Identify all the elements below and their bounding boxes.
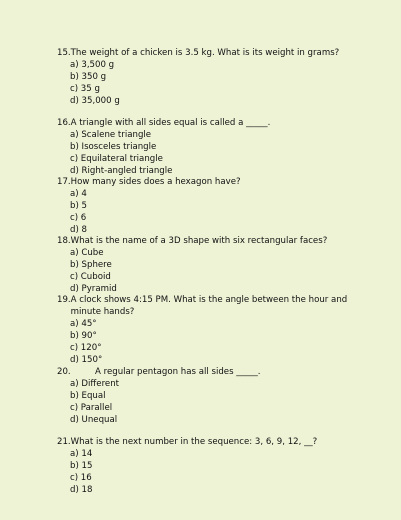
question-number: 21. [57,437,71,447]
question-number: 18. [57,236,71,246]
options-list [57,59,377,107]
options-list [57,188,377,236]
option-a: a) 14 [70,449,93,459]
option-b: b) Sphere [70,260,112,270]
question-16 [57,117,377,177]
question-19 [57,294,377,366]
option-a: a) 4 [70,189,87,199]
option-c: c) Equilateral triangle [70,154,163,164]
option-c: c) 35 g [70,84,100,94]
question-text: What is the next number in the sequence: 3, 6, 9, 12, __? [70,437,318,447]
option-b: b) 15 [70,461,93,471]
option-d: d) 150° [70,355,103,365]
option-c: c) Cuboid [70,272,111,282]
option-a: a) Scalene triangle [70,130,152,140]
option-c: c) 120° [70,343,102,353]
option-d: d) Unequal [70,415,118,425]
option-c: c) 16 [70,473,92,483]
options-list [57,378,377,426]
question-text: What is the name of a 3D shape with six rectangular faces? [70,236,328,246]
question-number: 17. [57,177,71,187]
question-20 [57,366,377,426]
question-text: How many sides does a hexagon have? [70,177,241,187]
question-text: The weight of a chicken is 3.5 kg. What is its weight in grams? [70,48,340,58]
option-d: d) 8 [70,225,88,235]
option-d: d) Pyramid [70,284,117,294]
question-number: 16. [57,118,71,128]
option-c: c) Parallel [70,403,113,413]
options-list [57,129,377,177]
option-b: b) Isosceles triangle [70,142,157,152]
question-21 [57,436,377,496]
option-c: c) 6 [70,213,87,223]
options-list [57,448,377,496]
option-d: d) 18 [70,485,93,495]
question-number: 15. [57,48,71,58]
question-15 [57,47,377,107]
question-number: 20. [57,367,71,377]
option-d: d) Right-angled triangle [70,166,173,176]
question-17 [57,176,377,236]
option-d: d) 35,000 g [70,96,120,106]
option-b: b) Equal [70,391,106,401]
question-text: A regular pentagon has all sides _____. [95,367,261,377]
options-list [57,247,377,295]
question-18 [57,235,377,295]
option-a: a) 3,500 g [70,60,115,70]
option-a: a) 45° [70,319,97,329]
options-list [57,318,377,366]
question-text: A clock shows 4:15 PM. What is the angle between the hour and minute hands? [70,295,348,317]
option-a: a) Different [70,379,120,389]
option-b: b) 350 g [70,72,107,82]
question-number: 19. [57,295,71,305]
question-text: A triangle with all sides equal is called a _____. [70,118,271,128]
option-b: b) 5 [70,201,88,211]
option-b: b) 90° [70,331,97,341]
option-a: a) Cube [70,248,104,258]
